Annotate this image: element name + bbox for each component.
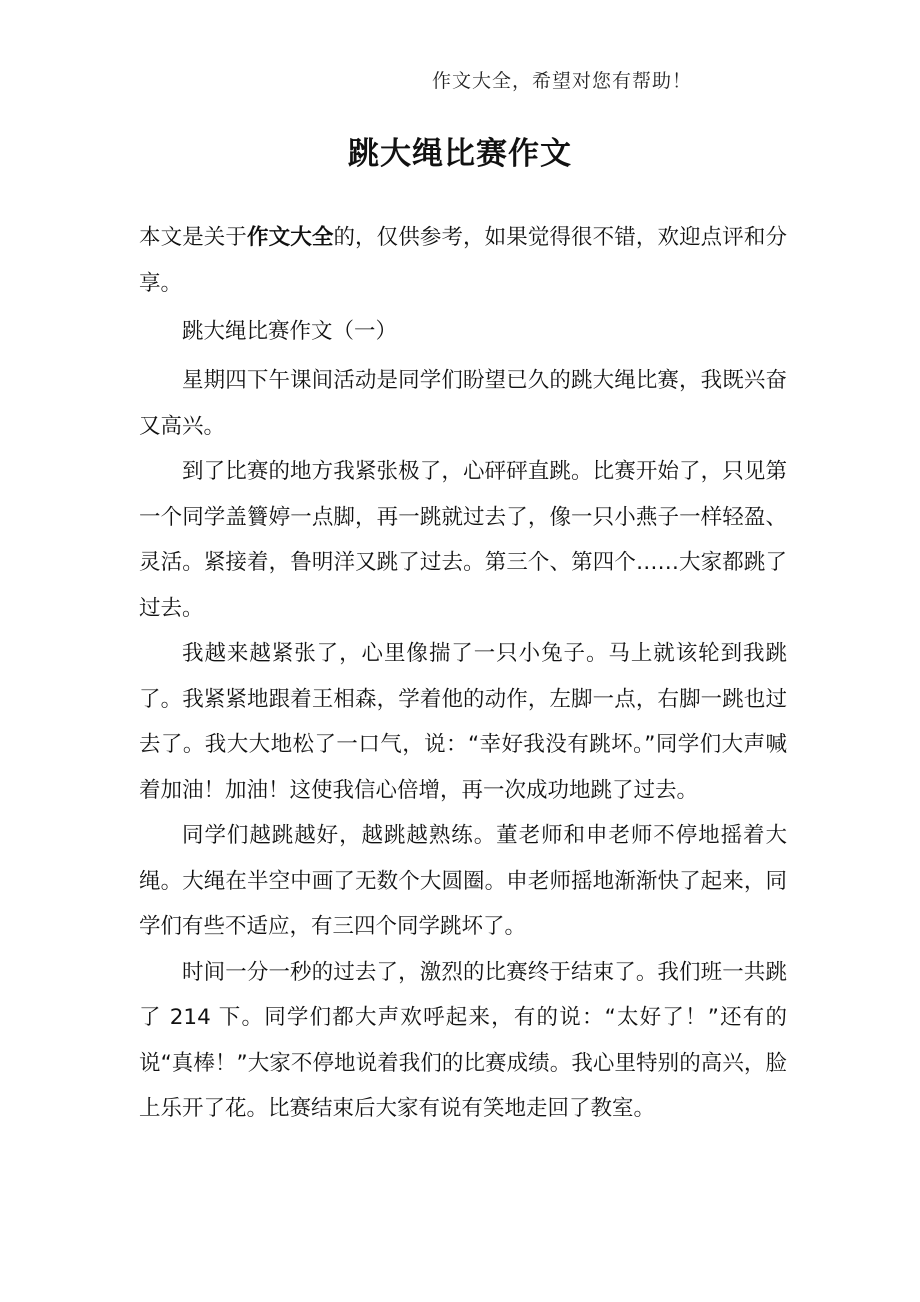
intro-text-after: 的，仅供参考，如果觉得很不错，欢迎点评和分享。 [139, 225, 787, 296]
paragraph-3: 我越来越紧张了，心里像揣了一只小兔子。马上就该轮到我跳了。我紧紧地跟着王相森，学着他的动作，左脚一点，右脚一跳也过去了。我大大地松了一口气，说：“幸好我没有跳坏。”同学们大声喊着加油！加油！这使我信心倍增，再一次成功地跳了过去。 [139, 641, 787, 803]
intro-highlight: 作文大全 [247, 225, 334, 250]
header-note: 作文大全，希望对您有帮助！ [432, 70, 693, 92]
article-body [139, 215, 787, 1132]
paragraph-4: 同学们越跳越好，越跳越熟练。董老师和申老师不停地摇着大绳。大绳在半空中画了无数个大圆圈。申老师摇地渐渐快了起来，同学们有些不适应，有三四个同学跳坏了。 [139, 823, 787, 939]
page-title: 跳大绳比赛作文 [348, 136, 572, 172]
intro-text-before: 本文是关于 [139, 225, 248, 250]
section-subtitle: 跳大绳比赛作文（一） [182, 319, 398, 344]
paragraph-2: 到了比赛的地方我紧张极了，心砰砰直跳。比赛开始了，只见第一个同学盖籫婷一点脚，再一跳就过去了，像一只小燕子一样轻盈、灵活。紧接着，鲁明洋又跳了过去。第三个、第四个……大家都跳了过去。 [139, 459, 787, 621]
paragraph-5: 时间一分一秒的过去了，激烈的比赛终于结束了。我们班一共跳了 214 下。同学们都大声欢呼起来，有的说：“太好了！”还有的说“真棒！”大家不停地说着我们的比赛成绩。我心里特别的高兴，脸上乐开了花。比赛结束后大家有说有笑地走回了教室。 [139, 959, 787, 1121]
intro-paragraph [139, 215, 787, 306]
paragraph-1: 星期四下午课间活动是同学们盼望已久的跳大绳比赛，我既兴奋又高兴。 [139, 368, 787, 439]
